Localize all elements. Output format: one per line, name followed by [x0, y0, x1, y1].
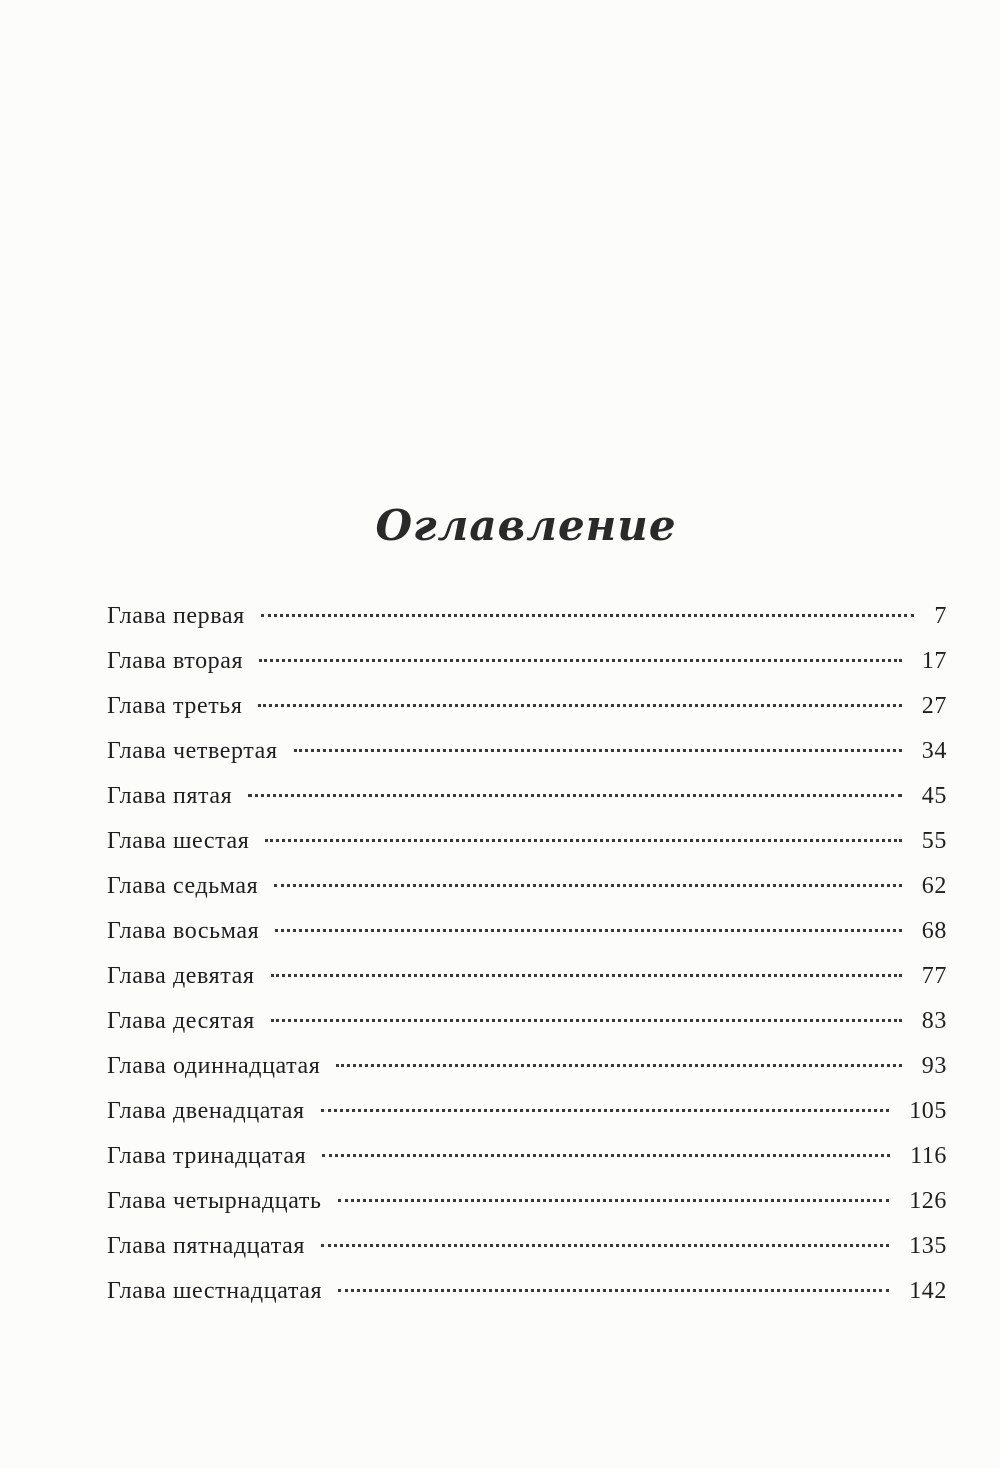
toc-entry [107, 1188, 947, 1233]
page-number: 116 [910, 1143, 947, 1169]
dot-leader [259, 659, 902, 662]
dot-leader [271, 974, 902, 977]
chapter-title: Глава шестнадцатая [107, 1278, 323, 1304]
table-of-contents [107, 603, 947, 1323]
page-number: 77 [921, 963, 947, 989]
page-number: 62 [921, 873, 947, 899]
dot-leader [265, 839, 901, 842]
dot-leader [322, 1154, 890, 1157]
chapter-title: Глава восьмая [107, 918, 260, 944]
chapter-title: Глава седьмая [107, 873, 259, 899]
chapter-title: Глава первая [107, 603, 245, 629]
toc-entry [107, 1053, 947, 1098]
dot-leader [338, 1289, 889, 1292]
page-number: 17 [921, 648, 947, 674]
toc-entry [107, 1008, 947, 1053]
page-number: 27 [921, 693, 947, 719]
dot-leader [294, 749, 902, 752]
dot-leader [258, 704, 901, 707]
page-number: 34 [921, 738, 947, 764]
dot-leader [338, 1199, 890, 1202]
toc-entry [107, 738, 947, 783]
toc-entry [107, 873, 947, 918]
dot-leader [321, 1244, 889, 1247]
toc-entry [107, 1278, 947, 1323]
page-number: 55 [921, 828, 947, 854]
chapter-title: Глава двенадцатая [107, 1098, 305, 1124]
dot-leader [275, 929, 902, 932]
dot-leader [274, 884, 901, 887]
chapter-title: Глава одиннадцатая [107, 1053, 321, 1079]
dot-leader [248, 794, 901, 797]
chapter-title: Глава пятая [107, 783, 233, 809]
page-number: 7 [934, 603, 947, 629]
toc-entry [107, 828, 947, 873]
chapter-title: Глава тринадцатая [107, 1143, 307, 1169]
chapter-title: Глава третья [107, 693, 243, 719]
toc-entry [107, 693, 947, 738]
page-number: 93 [921, 1053, 947, 1079]
page-title: Оглавление [375, 501, 677, 551]
page-number: 45 [921, 783, 947, 809]
dot-leader [321, 1109, 890, 1112]
page-number: 142 [909, 1278, 947, 1304]
chapter-title: Глава вторая [107, 648, 244, 674]
toc-entry [107, 963, 947, 1008]
page-number: 83 [921, 1008, 947, 1034]
toc-entry [107, 1098, 947, 1143]
page-number: 68 [921, 918, 947, 944]
dot-leader [271, 1019, 902, 1022]
chapter-title: Глава пятнадцатая [107, 1233, 305, 1259]
dot-leader [336, 1064, 901, 1067]
chapter-title: Глава десятая [107, 1008, 255, 1034]
toc-entry [107, 918, 947, 963]
page-number: 105 [909, 1098, 947, 1124]
dot-leader [261, 614, 915, 617]
page-number: 135 [909, 1233, 947, 1259]
chapter-title: Глава четырнадцать [107, 1188, 322, 1214]
toc-entry [107, 603, 947, 648]
page-number: 126 [909, 1188, 947, 1214]
toc-entry [107, 1143, 947, 1188]
chapter-title: Глава четвертая [107, 738, 278, 764]
toc-entry [107, 648, 947, 693]
chapter-title: Глава шестая [107, 828, 250, 854]
toc-entry [107, 1233, 947, 1278]
toc-entry [107, 783, 947, 828]
chapter-title: Глава девятая [107, 963, 255, 989]
